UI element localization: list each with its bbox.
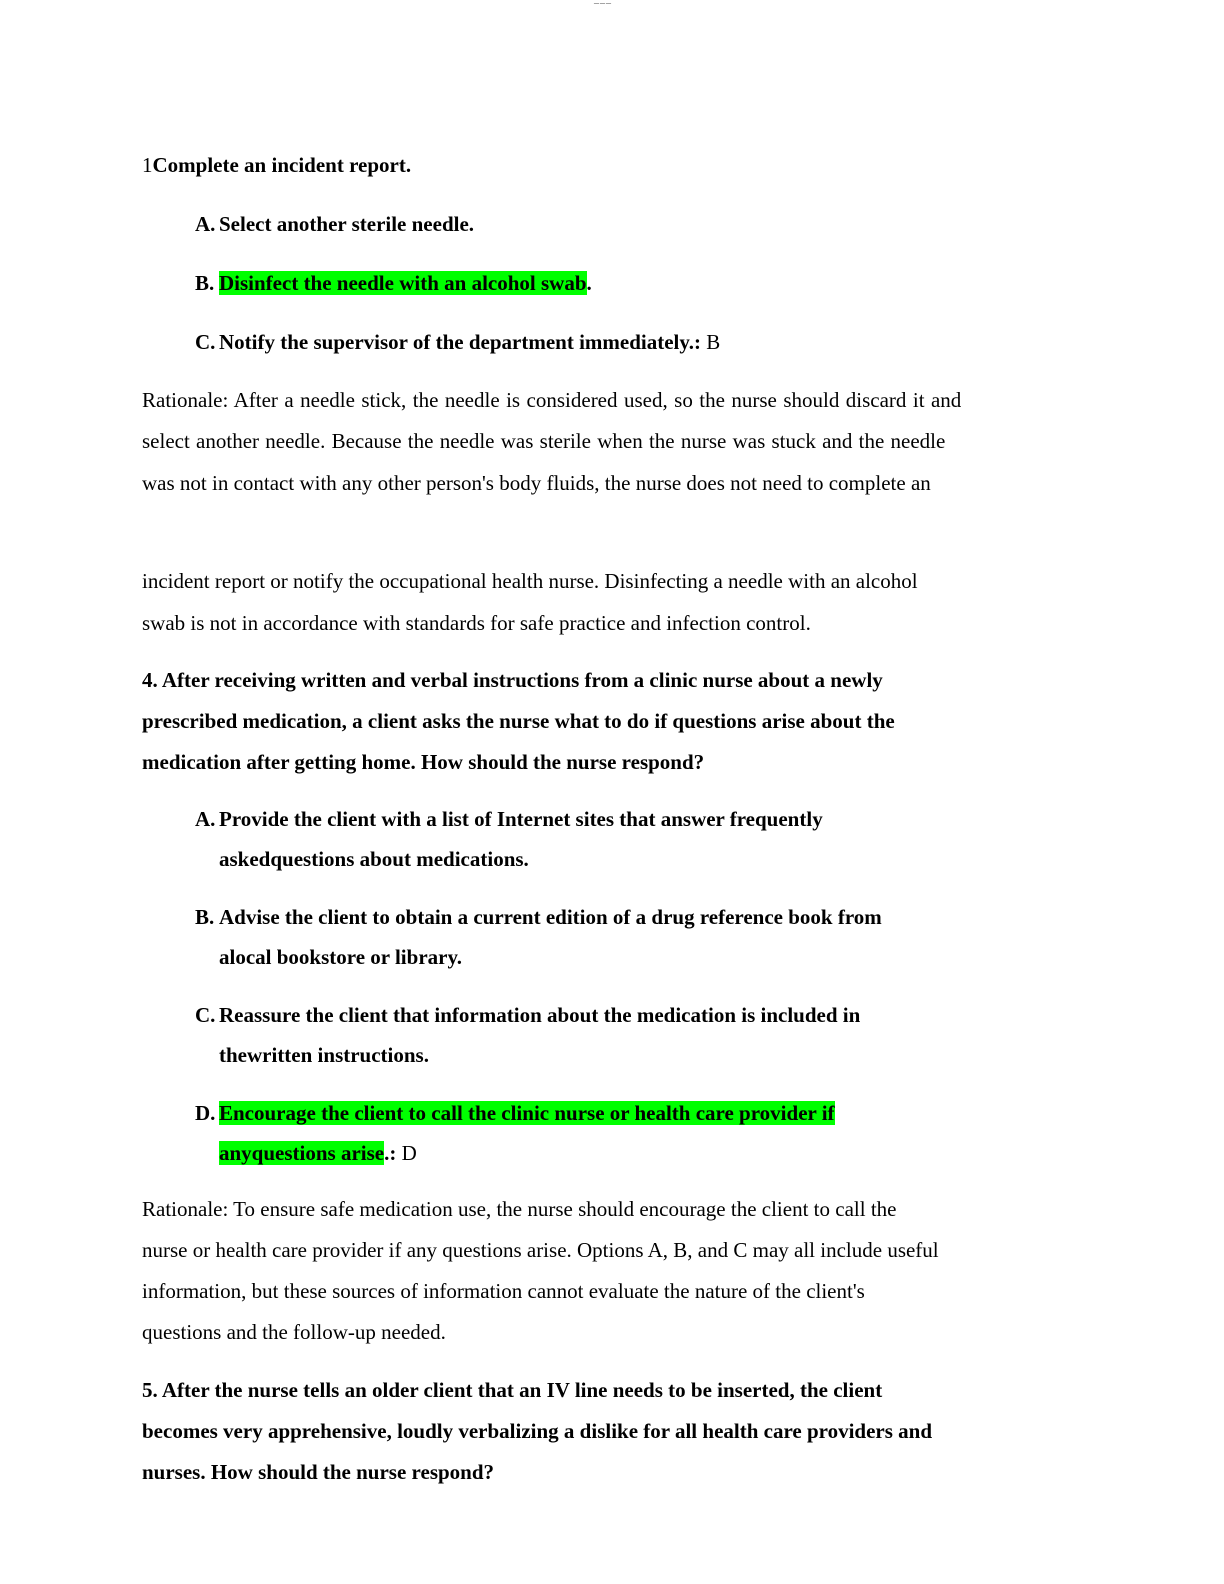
option-a: A. Provide the client with a list of Internet sites that answer frequently [195, 807, 823, 831]
option-d-continued: anyquestions arise.: D [219, 1141, 417, 1165]
option-b: B. Disinfect the needle with an alcohol swab. [195, 271, 592, 295]
option-d: D. Encourage the client to call the clinic nurse or health care provider if [195, 1101, 835, 1125]
highlighted-answer: Disinfect the needle with an alcohol swab [219, 271, 587, 295]
header-mark [594, 0, 612, 5]
option-c-continued: thewritten instructions. [219, 1043, 429, 1067]
question-number: 1 [142, 153, 153, 177]
highlighted-answer: Encourage the client to call the clinic nurse or health care provider if [219, 1101, 835, 1125]
answer-key: B [700, 330, 721, 354]
rationale-line: nurse or health care provider if any questions arise. Options A, B, and C may all include useful [142, 1238, 939, 1262]
option-b: B. Advise the client to obtain a current edition of a drug reference book from [195, 905, 882, 929]
question-line: 4. After receiving written and verbal instructions from a clinic nurse about a newly [142, 668, 883, 692]
question-line: prescribed medication, a client asks the nurse what to do if questions arise about the [142, 709, 895, 733]
question-line: medication after getting home. How should the nurse respond? [142, 750, 705, 774]
option-b-continued: alocal bookstore or library. [219, 945, 463, 969]
rationale-line: questions and the follow-up needed. [142, 1320, 446, 1344]
rationale-line: swab is not in accordance with standards for safe practice and infection control. [142, 611, 811, 635]
highlighted-answer: anyquestions arise [219, 1141, 385, 1165]
question-line: 5. After the nurse tells an older client that an IV line needs to be inserted, the client [142, 1378, 883, 1402]
rationale-line: Rationale: To ensure safe medication use, the nurse should encourage the client to call the [142, 1197, 897, 1221]
rationale-line: select another needle. Because the needle was sterile when the nurse was stuck and the needle [142, 429, 946, 453]
question-line: nurses. How should the nurse respond? [142, 1460, 495, 1484]
rationale-line: information, but these sources of information cannot evaluate the nature of the client's [142, 1279, 865, 1303]
rationale-line: incident report or notify the occupational health nurse. Disinfecting a needle with an alcohol [142, 569, 918, 593]
option-a: A. Select another sterile needle. [195, 212, 475, 236]
rationale-line: was not in contact with any other person's body fluids, the nurse does not need to complete an [142, 471, 931, 495]
rationale-line: Rationale: After a needle stick, the needle is considered used, so the nurse should discard it and [142, 388, 962, 412]
option-a-continued: askedquestions about medications. [219, 847, 529, 871]
question-text: Complete an incident report. [152, 153, 412, 177]
option-c: C. Reassure the client that information about the medication is included in [195, 1003, 861, 1027]
question-line: becomes very apprehensive, loudly verbalizing a dislike for all health care providers and [142, 1419, 933, 1443]
option-c: C. Notify the supervisor of the department immediately.: B [195, 330, 721, 354]
answer-key: D [396, 1141, 417, 1165]
question-title [142, 152, 411, 178]
